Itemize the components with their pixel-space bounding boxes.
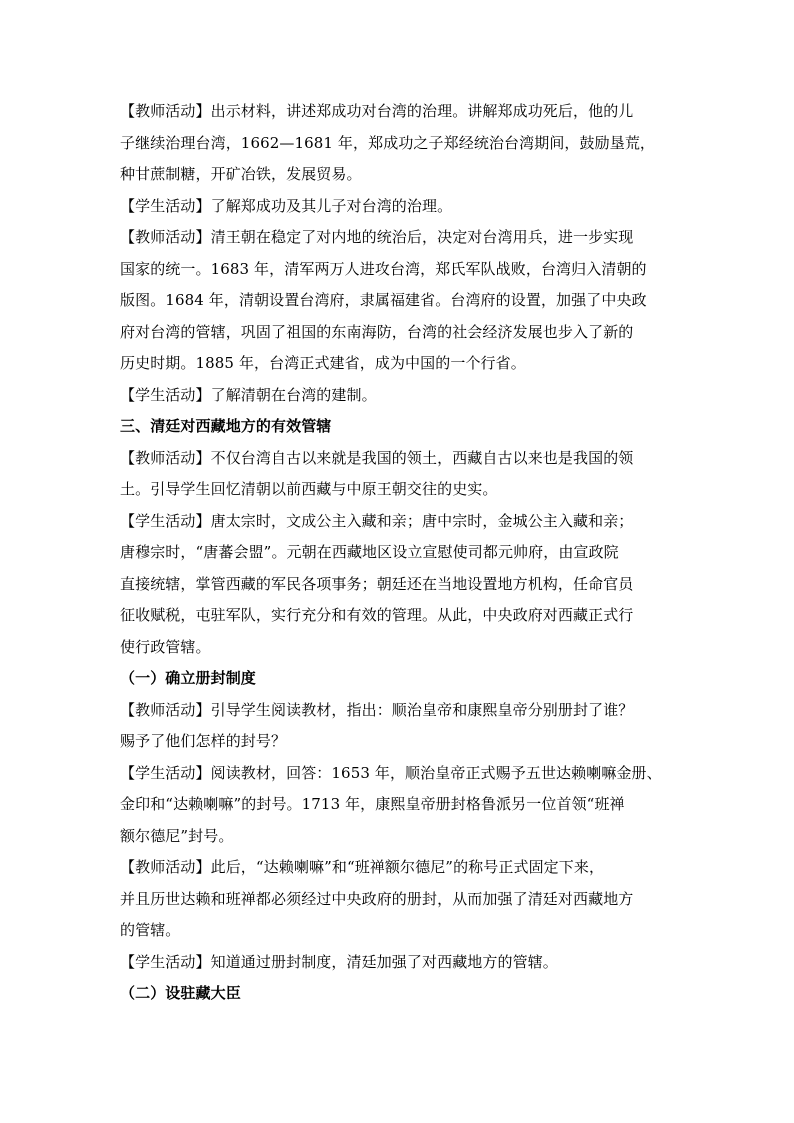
text-line: 【教师活动】清王朝在稳定了对内地的统治后，决定对台湾用兵，进一步实现 (120, 228, 634, 246)
text-line: 版图。1684 年，清朝设置台湾府，隶属福建省。台湾府的设置，加强了中央政 (120, 291, 647, 309)
text-line: 种甘蔗制糖，开矿冶铁，发展贸易。 (120, 165, 362, 183)
text-line: 金印和“达赖喇嘛”的封号。1713 年，康熙皇帝册封格鲁派另一位首领“班禅 (120, 795, 625, 813)
text-line: 【学生活动】唐太宗时，文成公主入藏和亲；唐中宗时，金城公主入藏和亲； (120, 511, 634, 530)
text-line: 府对台湾的管辖，巩固了祖国的东南海防，台湾的社会经济发展也步入了新的 (120, 322, 634, 341)
section-heading: 三、清廷对西藏地方的有效管辖 (120, 417, 332, 435)
text-line: 的管辖。 (120, 921, 181, 939)
text-line: 使行政管辖。 (120, 637, 211, 656)
text-line: 【学生活动】了解清朝在台湾的建制。 (120, 385, 377, 404)
text-line: 历史时期。1885 年，台湾正式建省，成为中国的一个行省。 (120, 354, 526, 372)
section-heading: （一）确立册封制度 (120, 669, 256, 687)
text-line: 【教师活动】引导学生阅读教材，指出：顺治皇帝和康熙皇帝分别册封了谁？ (120, 700, 634, 719)
text-line: 【学生活动】知道通过册封制度，清廷加强了对西藏地方的管辖。 (120, 952, 558, 971)
text-line: 并且历世达赖和班禅都必须经过中央政府的册封，从而加强了清廷对西藏地方 (120, 889, 634, 908)
text-line: 【教师活动】出示材料，讲述郑成功对台湾的治理。讲解郑成功死后，他的儿 (120, 102, 634, 120)
text-line: 国家的统一。1683 年，清军两万人进攻台湾，郑氏军队战败，台湾归入清朝的 (120, 259, 647, 278)
text-line: 【学生活动】了解郑成功及其儿子对台湾的治理。 (120, 196, 453, 215)
text-line: 唐穆宗时，“唐蕃会盟”。元朝在西藏地区设立宣慰使司都元帅府，由宣政院 (120, 543, 619, 561)
text-line: 直接统辖，掌管西藏的军民各项事务；朝廷还在当地设置地方机构，任命官员 (120, 574, 634, 593)
document-body (120, 96, 680, 1010)
text-line: 【教师活动】不仅台湾自古以来就是我国的领土，西藏自古以来也是我国的领 (120, 448, 634, 467)
text-line: 土。引导学生回忆清朝以前西藏与中原王朝交往的史实。 (120, 480, 498, 498)
text-line: 子继续治理台湾，1662—1681 年，郑成功之子郑经统治台湾期间，鼓励垦荒， (120, 133, 656, 152)
text-line: 【学生活动】阅读教材，回答：1653 年，顺治皇帝正式赐予五世达赖喇嘛金册、 (120, 763, 662, 782)
text-line: 征收赋税，屯驻军队，实行充分和有效的管理。从此，中央政府对西藏正式行 (120, 606, 634, 624)
text-line: 额尔德尼”封号。 (120, 826, 234, 845)
text-line: 【教师活动】此后，“达赖喇嘛”和“班禅额尔德尼”的称号正式固定下来， (120, 858, 605, 876)
text-line: 赐予了他们怎样的封号？ (120, 732, 287, 750)
section-heading: （二）设驻藏大臣 (120, 984, 241, 1002)
